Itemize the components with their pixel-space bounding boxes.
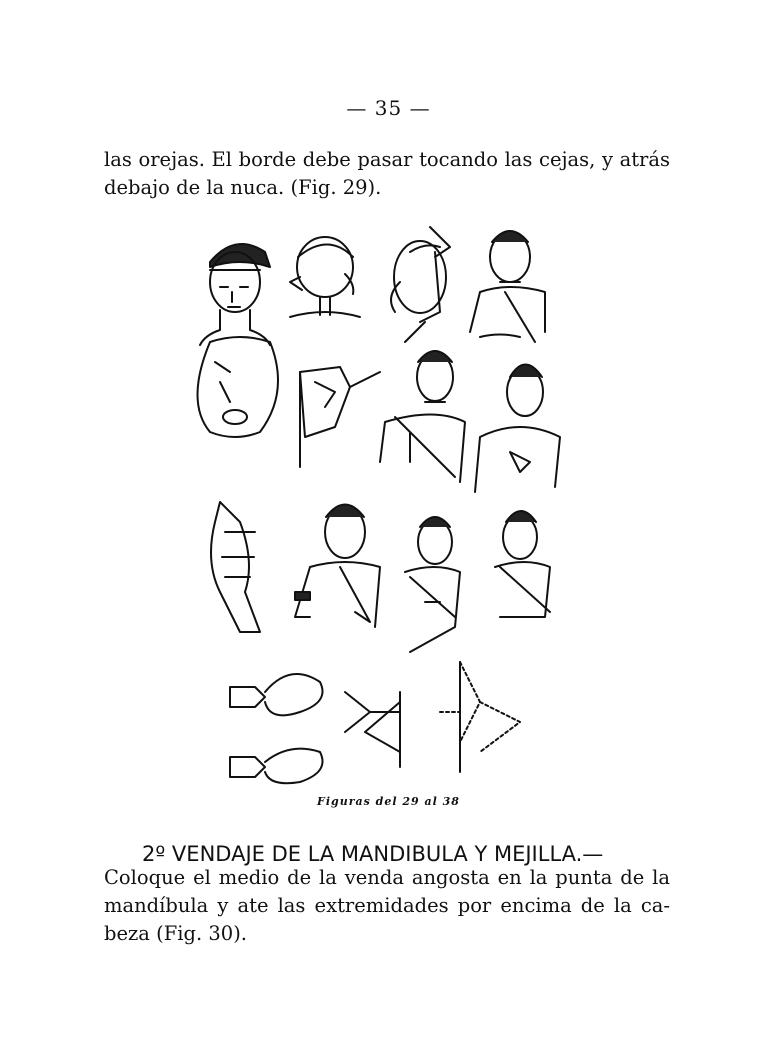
paragraph-line: debajo de la nuca. (Fig. 29). <box>104 176 382 199</box>
illustration-plate <box>180 222 580 792</box>
triangle-fold-diagram <box>345 662 520 772</box>
jaw-bandage-illustration <box>391 227 450 342</box>
section-heading: 2º VENDAJE DE LA MANDIBULA Y MEJILLA.— <box>142 842 604 866</box>
chest-bandage-woman-side-illustration <box>495 511 550 617</box>
arm-armband-man-illustration <box>295 505 380 628</box>
abdomen-bandage-illustration <box>198 337 279 437</box>
figure-caption: Figuras del 29 al 38 <box>317 795 460 808</box>
paragraph-mandible <box>104 864 670 948</box>
arm-sling-man-illustration <box>470 231 545 342</box>
head-bandage-front-illustration <box>200 244 270 345</box>
paragraph-line: beza (Fig. 30). <box>104 922 247 945</box>
knee-bandage-illustration <box>211 502 260 632</box>
paragraph-line: mandíbula y ate las extremidades por encima de la ca- <box>104 894 670 917</box>
page-number: — 35 — <box>346 96 431 120</box>
paragraph-line: las orejas. El borde debe pasar tocando las cejas, y atrás <box>104 148 670 171</box>
shoulder-bandage-back-illustration <box>475 365 560 493</box>
paragraph-line: Coloque el medio de la venda angosta en la punta de la <box>104 866 670 889</box>
paragraph-intro <box>104 146 670 202</box>
shoulder-bandage-front-illustration <box>380 351 465 482</box>
hand-bandage-fold-illustration <box>230 674 323 783</box>
head-bandage-back-illustration <box>290 237 360 317</box>
chest-bandage-woman-illustration <box>405 517 460 652</box>
triangle-knot-illustration <box>300 367 380 467</box>
bandage-illustrations <box>180 222 580 792</box>
